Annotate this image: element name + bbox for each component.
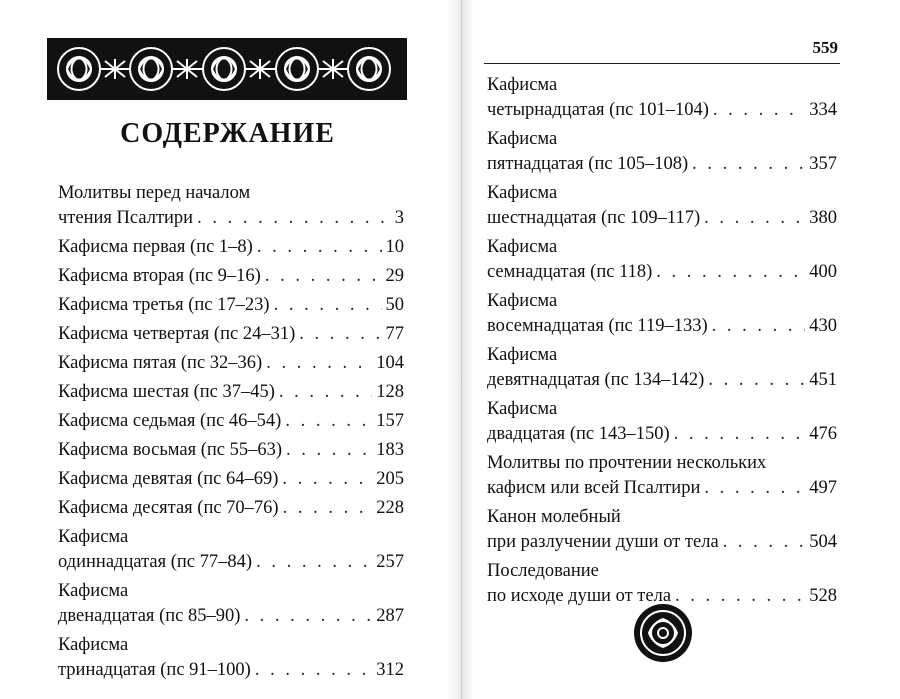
dot-leader xyxy=(692,152,805,177)
toc-entry-page: 104 xyxy=(376,353,404,373)
toc-entry-page: 10 xyxy=(385,237,404,257)
dot-leader xyxy=(708,368,805,393)
dot-leader xyxy=(279,380,372,405)
toc-entry[interactable] xyxy=(487,181,837,231)
toc-entry-title-line1: Кафисма xyxy=(487,237,558,257)
dot-leader xyxy=(274,293,382,318)
toc-entry-title-line2: двенадцатая (пс 85–90) xyxy=(58,606,241,626)
toc-entry-title-line2: пятнадцатая (пс 105–108) xyxy=(487,154,689,174)
toc-entry-page: 400 xyxy=(809,262,837,282)
dot-leader xyxy=(713,98,805,123)
toc-entry[interactable] xyxy=(58,525,404,575)
toc-entry[interactable] xyxy=(58,293,404,318)
toc-entry[interactable] xyxy=(487,289,837,339)
toc-entry-title-line2: чтения Псалтири xyxy=(58,208,194,228)
toc-entry-page: 528 xyxy=(809,586,837,606)
toc-entry-title-line2: восемнадцатая (пс 119–133) xyxy=(487,316,708,336)
toc-entry[interactable] xyxy=(58,380,404,405)
toc-entry-title-line1: Кафисма xyxy=(487,183,558,203)
toc-entry[interactable] xyxy=(487,73,837,123)
toc-entry[interactable] xyxy=(58,235,404,260)
page-number: 559 xyxy=(812,38,838,57)
dot-leader xyxy=(704,476,805,501)
toc-entry-page: 77 xyxy=(385,324,404,344)
toc-entry[interactable] xyxy=(487,505,837,555)
toc-left-column xyxy=(58,181,404,687)
toc-entry-title-line2: Кафисма седьмая (пс 46–54) xyxy=(58,411,282,431)
dot-leader xyxy=(282,467,372,492)
toc-entry-page: 380 xyxy=(809,208,837,228)
toc-entry-title-line2: Кафисма шестая (пс 37–45) xyxy=(58,382,275,402)
toc-entry-title-line2: двадцатая (пс 143–150) xyxy=(487,424,670,444)
toc-entry-title-line2: Кафисма четвертая (пс 24–31) xyxy=(58,324,296,344)
toc-entry-title-line2: Кафисма пятая (пс 32–36) xyxy=(58,353,263,373)
toc-entry[interactable] xyxy=(58,438,404,463)
toc-entry-title-line2: при разлучении души от тела xyxy=(487,532,719,552)
page-title: СОДЕРЖАНИЕ xyxy=(120,118,335,149)
dot-leader xyxy=(656,260,805,285)
toc-entry[interactable] xyxy=(487,343,837,393)
toc-entry-page: 312 xyxy=(376,660,404,680)
toc-entry[interactable] xyxy=(487,397,837,447)
toc-entry-title-line2: по исходе души от тела xyxy=(487,586,672,606)
dot-leader xyxy=(286,438,372,463)
dot-leader xyxy=(257,235,382,260)
dot-leader xyxy=(285,409,372,434)
toc-entry-title-line2: семнадцатая (пс 118) xyxy=(487,262,653,282)
toc-entry-page: 287 xyxy=(376,606,404,626)
toc-entry[interactable] xyxy=(487,127,837,177)
toc-entry-title-line1: Молитвы перед началом xyxy=(58,183,251,203)
toc-entry-title-line2: Кафисма восьмая (пс 55–63) xyxy=(58,440,283,460)
book-gutter xyxy=(446,0,474,699)
dot-leader xyxy=(712,314,806,339)
toc-entry-title-line2: Кафисма вторая (пс 9–16) xyxy=(58,266,261,286)
toc-entry-title-line1: Канон молебный xyxy=(487,507,621,527)
celtic-knot-band-icon xyxy=(47,38,407,100)
toc-entry-title-line2: тринадцатая (пс 91–100) xyxy=(58,660,251,680)
toc-entry-page: 228 xyxy=(376,498,404,518)
dot-leader xyxy=(256,550,372,575)
toc-entry-page: 430 xyxy=(809,316,837,336)
toc-entry-title-line1: Кафисма xyxy=(487,129,558,149)
toc-entry[interactable] xyxy=(58,579,404,629)
toc-entry-page: 334 xyxy=(809,100,837,120)
toc-entry-title-line2: Кафисма девятая (пс 64–69) xyxy=(58,469,279,489)
toc-entry-title-line2: девятнадцатая (пс 134–142) xyxy=(487,370,705,390)
toc-entry-title-line1: Кафисма xyxy=(487,345,558,365)
toc-entry[interactable] xyxy=(58,351,404,376)
dot-leader xyxy=(723,530,806,555)
dot-leader xyxy=(255,658,372,683)
dot-leader xyxy=(265,264,382,289)
toc-entry-title-line2: шестнадцатая (пс 109–117) xyxy=(487,208,701,228)
toc-entry-title-line2: Кафисма десятая (пс 70–76) xyxy=(58,498,279,518)
toc-entry-title-line2: Кафисма первая (пс 1–8) xyxy=(58,237,253,257)
toc-entry-page: 451 xyxy=(809,370,837,390)
toc-entry-page: 504 xyxy=(809,532,837,552)
toc-entry[interactable] xyxy=(58,633,404,683)
toc-entry[interactable] xyxy=(487,559,837,609)
toc-entry-title-line1: Последование xyxy=(487,561,599,581)
dot-leader xyxy=(299,322,381,347)
toc-entry-page: 50 xyxy=(385,295,404,315)
toc-entry-page: 497 xyxy=(809,478,837,498)
toc-entry[interactable] xyxy=(487,451,837,501)
toc-entry-page: 3 xyxy=(394,208,404,228)
toc-entry-title-line2: Кафисма третья (пс 17–23) xyxy=(58,295,270,315)
toc-entry-title-line1: Кафисма xyxy=(58,527,129,547)
circular-knot-medallion-icon xyxy=(633,603,693,663)
toc-entry[interactable] xyxy=(58,322,404,347)
dot-leader xyxy=(197,206,391,231)
toc-entry-title-line1: Кафисма xyxy=(487,75,558,95)
toc-entry-title-line1: Кафисма xyxy=(487,399,558,419)
toc-entry-title-line2: четырнадцатая (пс 101–104) xyxy=(487,100,709,120)
dot-leader xyxy=(244,604,372,629)
toc-entry-page: 205 xyxy=(376,469,404,489)
dot-leader xyxy=(675,584,805,609)
dot-leader xyxy=(266,351,372,376)
toc-entry[interactable] xyxy=(58,264,404,289)
toc-entry-title-line1: Кафисма xyxy=(487,291,558,311)
toc-entry-page: 29 xyxy=(385,266,404,286)
toc-entry-page: 257 xyxy=(376,552,404,572)
page-fold xyxy=(461,0,462,699)
toc-entry-title-line1: Кафисма xyxy=(58,635,129,655)
toc-entry-title-line1: Кафисма xyxy=(58,581,129,601)
toc-entry-page: 128 xyxy=(376,382,404,402)
toc-entry[interactable] xyxy=(487,235,837,285)
toc-entry-title-line2: одиннадцатая (пс 77–84) xyxy=(58,552,253,572)
toc-entry-title-line2: кафисм или всей Псалтири xyxy=(487,478,701,498)
toc-entry-page: 157 xyxy=(376,411,404,431)
toc-entry[interactable] xyxy=(58,409,404,434)
dot-leader xyxy=(704,206,805,231)
toc-entry[interactable] xyxy=(58,496,404,521)
toc-entry-page: 183 xyxy=(376,440,404,460)
header-rule xyxy=(484,63,840,64)
toc-entry-page: 476 xyxy=(809,424,837,444)
toc-entry[interactable] xyxy=(58,467,404,492)
toc-entry[interactable] xyxy=(58,181,404,231)
dot-leader xyxy=(283,496,373,521)
toc-right-column xyxy=(487,73,837,613)
toc-entry-title-line1: Молитвы по прочтении нескольких xyxy=(487,453,767,473)
dot-leader xyxy=(674,422,806,447)
toc-entry-page: 357 xyxy=(809,154,837,174)
